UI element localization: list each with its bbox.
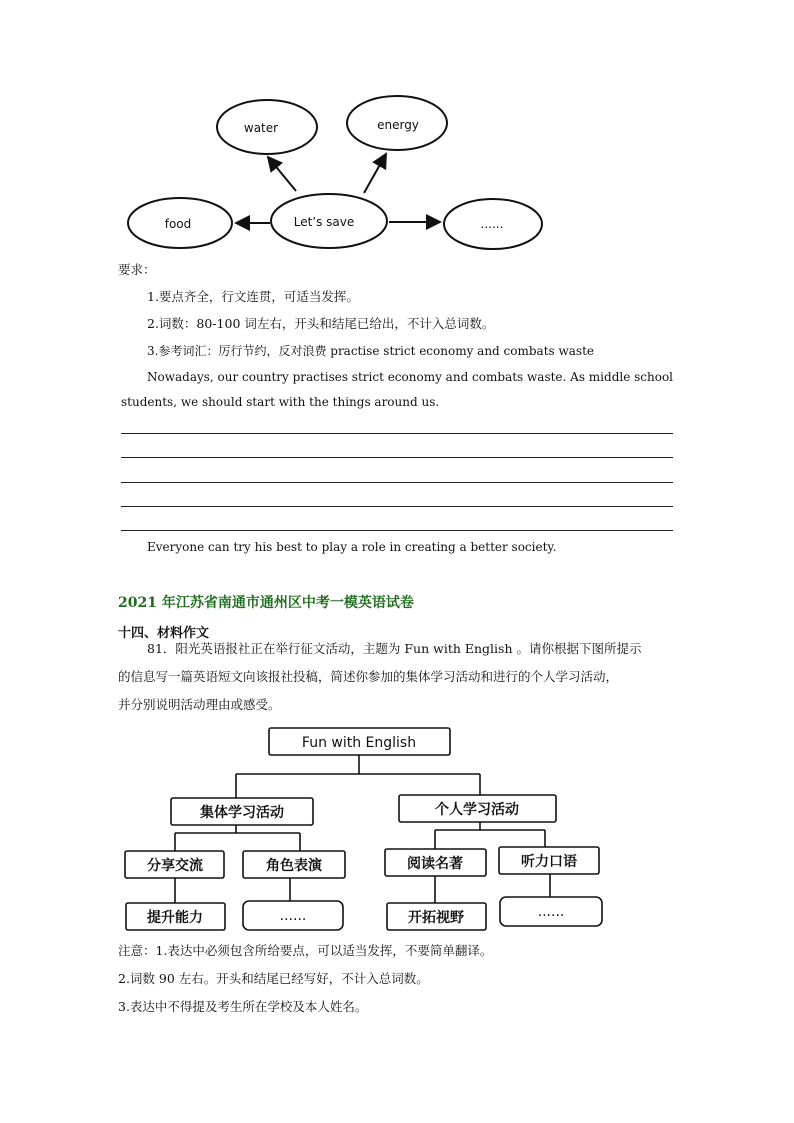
answer-line xyxy=(121,433,673,434)
arrow-to-energy xyxy=(364,154,386,193)
answer-line xyxy=(121,457,673,458)
opening-line-1: Nowadays, our country practises strict economy and combats waste. As middle school xyxy=(147,370,674,384)
node-center-label: Let’s save xyxy=(293,215,355,229)
prompt-line-3: 并分别说明活动理由或感受。 xyxy=(118,697,281,712)
label-individual: 个人学习活动 xyxy=(435,802,519,818)
label-dots-1: ...... xyxy=(279,908,307,924)
label-role-play: 角色表演 xyxy=(266,858,322,874)
closing-line: Everyone can try his best to play a role in creating a better society. xyxy=(147,540,557,554)
node-water-label: water xyxy=(243,121,279,135)
label-improve: 提升能力 xyxy=(147,910,203,926)
label-listening: 听力口语 xyxy=(521,854,577,870)
note-2: 2.词数 90 左右。开头和结尾已经写好，不计入总词数。 xyxy=(118,971,429,986)
requirements-label: 要求： xyxy=(118,262,156,277)
section-title: 十四、材料作文 xyxy=(118,626,210,641)
opening-line-2: students, we should start with the things around us. xyxy=(121,395,440,409)
node-food-label: food xyxy=(164,217,192,231)
answer-line xyxy=(121,482,673,483)
requirement-2: 2.词数：80-100 词左右，开头和结尾已给出，不计入总词数。 xyxy=(147,316,495,331)
prompt-line-2: 的信息写一篇英语短文向该报社投稿，简述你参加的集体学习活动和进行的个人学习活动， xyxy=(118,669,619,684)
note-3: 3.表达中不得提及考生所在学校及本人姓名。 xyxy=(118,999,368,1014)
arrow-to-water xyxy=(268,157,296,191)
note-1: 注意：1.表达中必须包含所给要点，可以适当发挥，不要简单翻译。 xyxy=(118,943,493,958)
label-group: 集体学习活动 xyxy=(200,805,284,821)
answer-line xyxy=(121,530,673,531)
mindmap-diagram xyxy=(0,0,794,260)
label-dots-2: ...... xyxy=(537,904,565,920)
prompt-line-1: 81．阳光英语报社正在举行征文活动，主题为 Fun with English 。请你根据下图所提示 xyxy=(147,641,642,656)
requirement-3: 3.参考词汇：厉行节约，反对浪费 practise strict economy and combats waste xyxy=(147,344,595,358)
answer-line xyxy=(121,506,673,507)
node-more-label: ...... xyxy=(480,217,504,231)
exam-title: 2021 年江苏省南通市通州区中考一模英语试卷 xyxy=(118,595,414,611)
label-reading: 阅读名著 xyxy=(407,856,463,872)
node-energy-label: energy xyxy=(377,118,419,132)
requirement-1: 1.要点齐全，行文连贯，可适当发挥。 xyxy=(147,289,359,304)
label-share: 分享交流 xyxy=(147,858,203,874)
activity-tree-diagram xyxy=(0,715,794,940)
label-root: Fun with English xyxy=(301,735,417,751)
label-broaden: 开拓视野 xyxy=(408,910,464,926)
